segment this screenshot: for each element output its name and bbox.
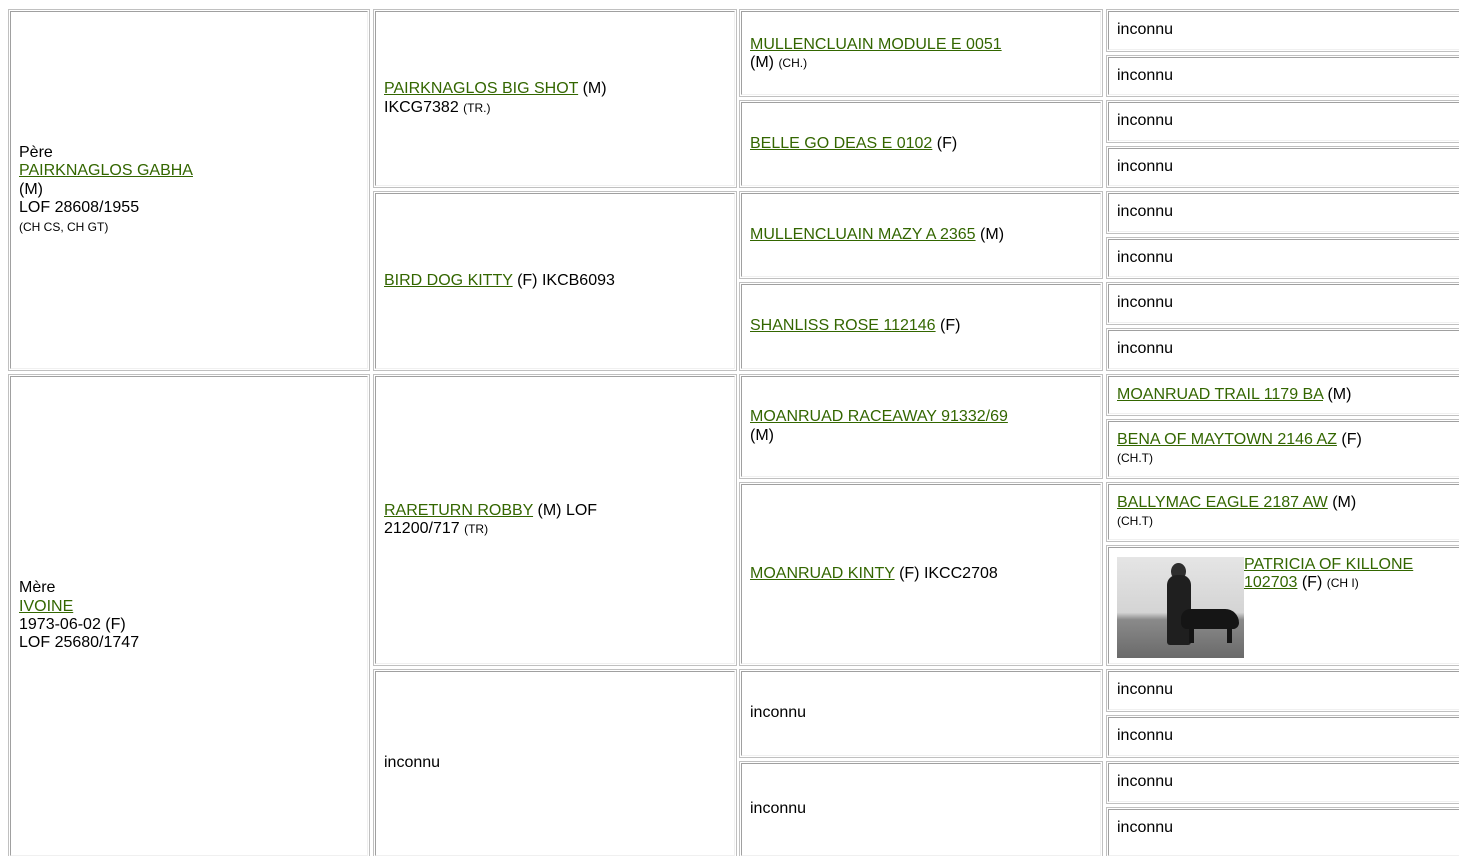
sddd-unknown: inconnu [1117,340,1174,358]
sire-cell [10,11,368,369]
ddss-cell [1108,671,1459,710]
dsss-sex: (M) [1327,385,1352,403]
sd-registration: IKCB6093 [541,271,615,289]
sds-name-link[interactable]: MULLENCLUAIN MAZY A 2365 [750,225,976,243]
sdd-cell [741,284,1101,369]
ssd-sex: (F) [936,134,958,152]
ddds-cell [1108,763,1459,802]
sssd-unknown: inconnu [1117,66,1174,84]
dsd-cell [741,484,1101,664]
dds-unknown: inconnu [750,704,807,722]
dsds-sex: (M) [1332,493,1357,511]
sdd-sex: (F) [940,317,961,335]
sss-cell [741,11,1101,95]
dss-name-link[interactable]: MOANRUAD RACEAWAY 91332/69 [750,408,1008,426]
sdds-cell [1108,284,1459,323]
ddsd-unknown: inconnu [1117,727,1174,745]
ssss-unknown: inconnu [1117,21,1174,39]
dss-cell [741,376,1101,477]
dsss-cell [1108,376,1459,414]
dddd-cell [1108,809,1459,856]
dd-cell [375,671,735,856]
dam-cell [10,376,368,856]
sdds-unknown: inconnu [1117,294,1174,312]
ss-cell [375,11,735,186]
dsdd-name-line1: PATRICIA OF KILLONE [1244,556,1414,573]
dsss-name-link[interactable]: MOANRUAD TRAIL 1179 BA [1117,385,1323,403]
dssd-name-link[interactable]: BENA OF MAYTOWN 2146 AZ [1117,430,1337,448]
ddss-unknown: inconnu [1117,681,1174,699]
sdss-cell [1108,193,1459,232]
sssd-cell [1108,57,1459,95]
ddd-unknown: inconnu [750,800,807,818]
dds-cell [741,671,1101,756]
dsdd-sex: (F) [1301,574,1323,592]
ddsd-cell [1108,717,1459,756]
sdsd-unknown: inconnu [1117,248,1174,266]
ds-name-link[interactable]: RARETURN ROBBY [384,501,534,519]
ddds-unknown: inconnu [1117,773,1174,791]
dsds-titles: (CH.T) [1117,514,1153,528]
sddd-cell [1108,330,1459,369]
dsd-sex-registration: (F) IKCC2708 [899,564,998,582]
dss-sex: (M) [750,426,774,444]
sss-name-link[interactable]: MULLENCLUAIN MODULE E 0051 [750,36,1002,53]
dssd-titles: (CH.T) [1117,451,1153,465]
ss-registration: IKCG7382 [384,98,459,116]
ssd-cell [741,102,1101,186]
dam-name-link[interactable]: IVOINE [19,597,74,615]
sdss-unknown: inconnu [1117,203,1174,221]
dam-role-label: Mère [19,579,56,597]
ssss-cell [1108,11,1459,50]
sire-titles: (CH CS, CH GT) [19,219,109,234]
dog-photo [1117,557,1244,658]
sd-cell [375,193,735,369]
ds-sex-registration: (M) LOF 21200/717 [384,501,598,537]
dsds-name-link[interactable]: BALLYMAC EAGLE 2187 AW [1117,493,1328,511]
dog-leg [1189,625,1194,643]
dddd-unknown: inconnu [1117,819,1174,837]
sd-name-link[interactable]: BIRD DOG KITTY [384,271,513,289]
ss-name-link[interactable]: PAIRKNAGLOS BIG SHOT [384,80,579,98]
dog-leg [1227,625,1232,643]
ssds-cell [1108,102,1459,141]
ss-titles: (TR.) [463,100,491,115]
sds-sex: (M) [980,225,1005,243]
dsdd-titles: (CH I) [1326,576,1359,591]
ds-cell [375,376,735,664]
dam-registration: LOF 25680/1747 [19,634,140,652]
ddd-cell [741,763,1101,856]
ssdd-unknown: inconnu [1117,157,1174,175]
sire-sex: (M) [19,180,43,198]
dsdd-name-line2: 102703 [1244,574,1298,592]
dsdd-text [1244,556,1413,593]
ss-sex: (M) [582,80,607,98]
dsdd-cell [1108,547,1459,664]
sdsd-cell [1108,239,1459,277]
ssd-name-link[interactable]: BELLE GO DEAS E 0102 [750,134,933,152]
ssds-unknown: inconnu [1117,112,1174,130]
sire-name-link[interactable]: PAIRKNAGLOS GABHA [19,162,193,180]
dssd-cell [1108,421,1459,477]
dam-birth-sex: 1973-06-02 (F) [19,616,126,633]
ds-titles: (TR) [464,522,489,536]
ssdd-cell [1108,148,1459,186]
sire-registration: LOF 28608/1955 [19,199,140,217]
sdd-name-link[interactable]: SHANLISS ROSE 112146 [750,317,936,335]
dd-unknown: inconnu [384,754,441,772]
dssd-sex: (F) [1341,430,1362,448]
sire-role-label: Père [19,144,53,162]
sd-sex: (F) [517,271,538,289]
sss-sex: (M) [750,54,774,72]
sds-cell [741,193,1101,277]
sss-titles: (CH.) [778,56,808,71]
dsd-name-link[interactable]: MOANRUAD KINTY [750,564,895,582]
dsds-cell [1108,484,1459,540]
